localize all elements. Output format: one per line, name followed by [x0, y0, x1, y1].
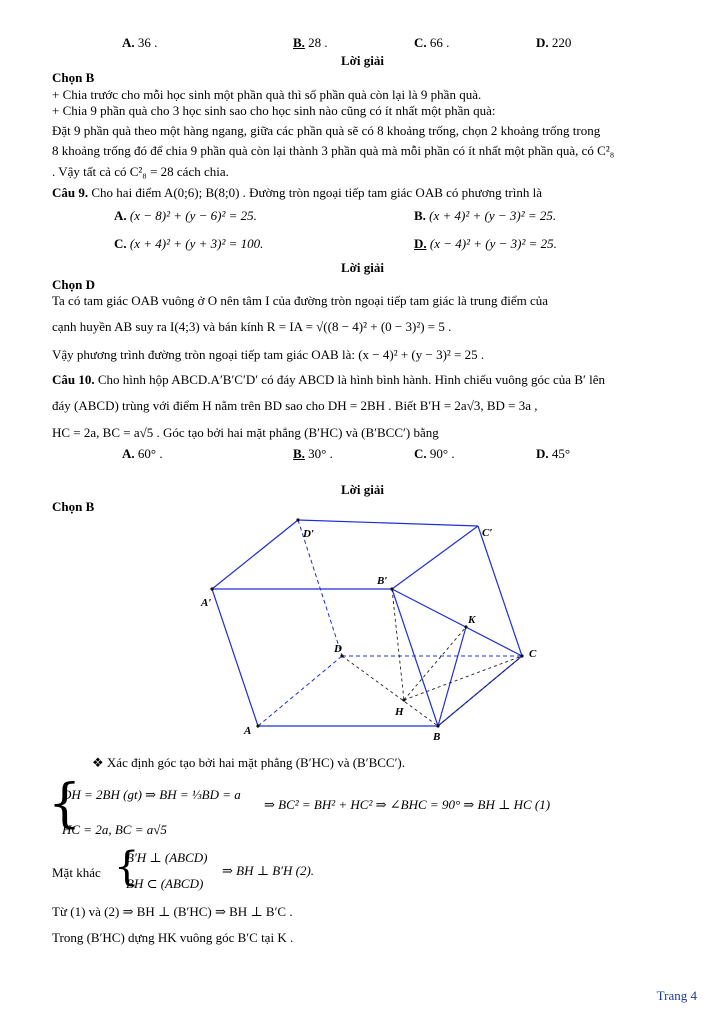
- q8-line-3: Đặt 9 phần quà theo một hàng ngang, giữa các phần quà sẽ có 8 khoảng trống, chọn 2 khoảng trống trong: [52, 123, 601, 138]
- left-brace-icon: {: [114, 844, 140, 890]
- system1-line-1: DH = 2BH (gt) ⇒ BH = ⅓BD = a: [62, 787, 241, 802]
- q8-option-d: D. 220: [536, 35, 572, 50]
- q9-option-c: C. (x + 4)² + (y + 3)² = 100.: [114, 236, 264, 251]
- label-D: D: [334, 643, 342, 655]
- q9-option-a: A. (x − 8)² + (y − 6)² = 25.: [114, 208, 257, 223]
- q9-line-2: cạnh huyền AB suy ra I(4;3) và bán kính R = IA = √((8 − 4)² + (0 − 3)²) = 5 .: [52, 319, 452, 334]
- segment-H-K: [404, 627, 466, 700]
- segment-D-B: [342, 656, 438, 726]
- point-A1: [210, 587, 213, 590]
- label-A: A: [244, 725, 252, 737]
- q10-bullet-line: ❖ Xác định góc tạo bởi hai mặt phẳng (B′HC) và (B′BCC′).: [92, 755, 406, 770]
- q10-stem-3: HC = 2a, BC = a√5 . Góc tạo bởi hai mặt phẳng (B′HC) và (B′BCC′) bằng: [52, 425, 439, 440]
- label-C1: C′: [482, 527, 493, 539]
- q9-option-b: B. (x + 4)² + (y − 3)² = 25.: [414, 208, 557, 223]
- q10-option-c: C. 90° .: [414, 446, 455, 461]
- label-B: B: [433, 731, 441, 743]
- edge-K-B: [438, 627, 466, 726]
- edge-A1-A: [212, 589, 258, 726]
- system1-line-2: HC = 2a, BC = a√5: [62, 822, 167, 837]
- edge-B1-C1: [392, 526, 478, 589]
- parallelepiped-figure: [195, 512, 545, 744]
- system2-line-2: BH ⊂ (ABCD): [126, 876, 204, 891]
- q10-option-d: D. 45°: [536, 446, 571, 461]
- q8-option-b: B. 28 .: [293, 35, 328, 50]
- q10-tu-line: Từ (1) và (2) ⇒ BH ⊥ (B′HC) ⇒ BH ⊥ B′C .: [52, 904, 293, 919]
- q10-trong-line: Trong (B′HC) dựng HK vuông góc B′C tại K .: [52, 930, 294, 945]
- q9-option-d: D. (x − 4)² + (y − 3)² = 25.: [414, 236, 557, 251]
- point-C: [520, 654, 523, 657]
- q10-stem-2: đáy (ABCD) trùng với điểm H nằm trên BD sao cho DH = 2BH . Biết B′H = 2a√3, BD = 3a ,: [52, 398, 538, 413]
- system1-result: ⇒ BC² = BH² + HC² ⇒ ∠BHC = 90° ⇒ BH ⊥ HC (1): [264, 797, 551, 812]
- point-A: [256, 724, 259, 727]
- left-brace-icon: {: [48, 774, 82, 834]
- label-B1: B′: [377, 575, 388, 587]
- point-B: [436, 724, 439, 727]
- q8-solution-heading: Lời giải: [341, 53, 384, 68]
- q8-line-4: 8 khoảng trống đó để chia 9 phần quà còn lại thành 3 phần quà mà mỗi phần có ít nhất một phần quà, có C²₈: [52, 143, 615, 158]
- edge-D1-C1: [298, 520, 478, 526]
- q8-choice: Chọn B: [52, 70, 95, 85]
- q9-line-1: Ta có tam giác OAB vuông ở O nên tâm I của đường tròn ngoại tiếp tam giác là trung điểm của: [52, 293, 549, 308]
- page-number: Trang 4: [656, 988, 697, 1003]
- q9-stem: Câu 9. Cho hai điểm A(0;6); B(8;0) . Đường tròn ngoại tiếp tam giác OAB có phương trình là: [52, 185, 543, 200]
- label-C: C: [529, 648, 537, 660]
- q8-line-1: + Chia trước cho mỗi học sinh một phần quà thì số phần quà còn lại là 9 phần quà.: [52, 87, 482, 102]
- q10-option-a: A. 60° .: [122, 446, 163, 461]
- label-D1: D′: [303, 528, 315, 540]
- point-H: [402, 698, 405, 701]
- label-K: K: [468, 614, 476, 626]
- point-D1: [296, 518, 299, 521]
- q9-solution-heading: Lời giải: [341, 260, 384, 275]
- q8-option-a: A. 36 .: [122, 35, 158, 50]
- q9-line-3: Vậy phương trình đường tròn ngoại tiếp tam giác OAB là: (x − 4)² + (y − 3)² = 25 .: [52, 347, 485, 362]
- q8-line-2: + Chia 9 phần quà cho 3 học sinh sao cho học sinh nào cũng có ít nhất một phần quà:: [52, 103, 496, 118]
- q8-option-c: C. 66 .: [414, 35, 450, 50]
- q10-solution-heading: Lời giải: [341, 482, 384, 497]
- label-A1: A′: [201, 597, 212, 609]
- point-B1: [390, 587, 393, 590]
- label-H: H: [395, 706, 404, 718]
- edge-D1-D: [298, 520, 342, 656]
- q9-choice: Chọn D: [52, 277, 95, 292]
- q10-choice: Chọn B: [52, 499, 95, 514]
- system2-result: ⇒ BH ⊥ B′H (2).: [222, 863, 315, 878]
- q8-line-5: . Vậy tất cả có C²₈ = 28 cách chia.: [52, 164, 229, 179]
- edge-A1-D1: [212, 520, 298, 589]
- diamond-bullet-icon: ❖: [92, 755, 104, 770]
- system2-line-1: B′H ⊥ (ABCD): [126, 850, 208, 865]
- edge-A-D: [258, 656, 342, 726]
- q10-stem-1: Câu 10. Cho hình hộp ABCD.A′B′C′D′ có đáy ABCD là hình bình hành. Hình chiếu vuông góc của B′ lên: [52, 372, 605, 387]
- mat-khac-label: Mặt khác: [52, 865, 101, 880]
- q10-option-b: B. 30° .: [293, 446, 333, 461]
